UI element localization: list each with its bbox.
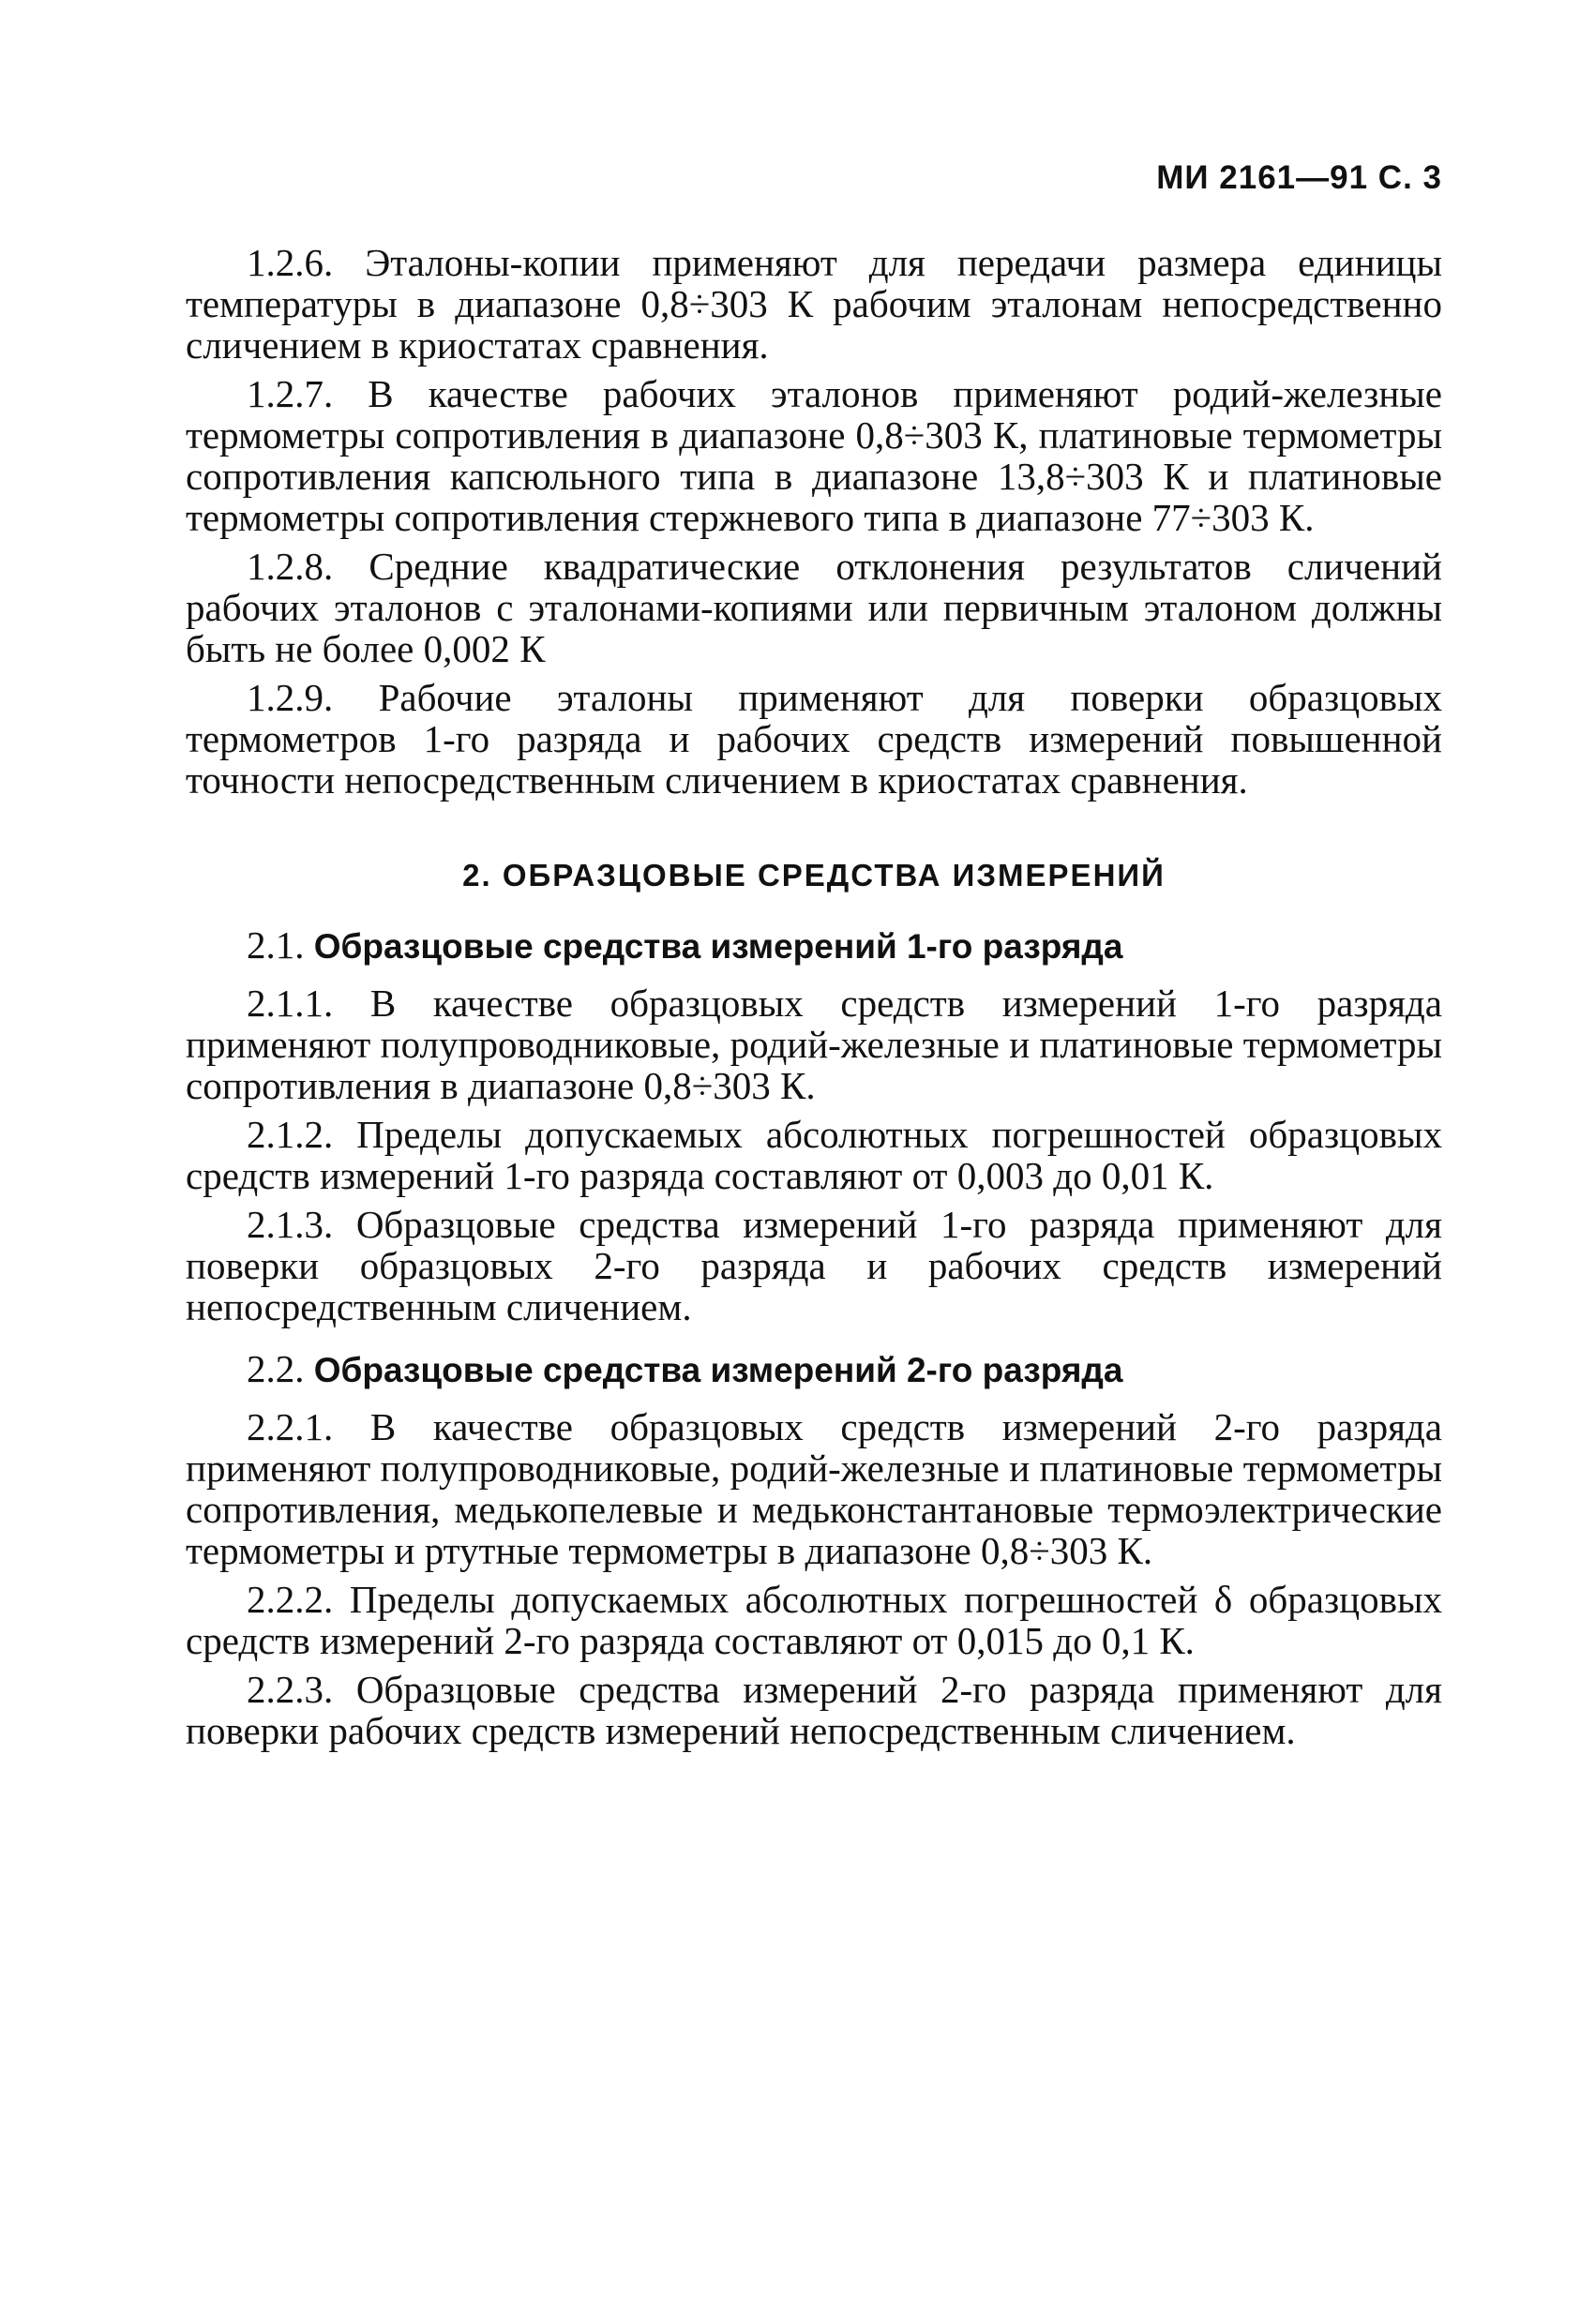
section-2-title: 2. ОБРАЗЦОВЫЕ СРЕДСТВА ИЗМЕРЕНИЙ: [462, 858, 1166, 892]
paragraph-2-2-1: 2.2.1. В качестве образцовых средств измерений 2-го разряда применяют полупроводниковые, родий-железные и платиновые термометры сопротивления, медькопелевые и медьконстантановые термоэлектрические термометры и ртутные термометры в диапазоне 0,8÷303 К.: [186, 1405, 1442, 1572]
paragraph-2-2-2: 2.2.2. Пределы допускаемых абсолютных погрешностей δ образцовых средств измерений 2-го разряда составляют от 0,015 до 0,1 К.: [186, 1578, 1442, 1662]
paragraph-2-2-3: 2.2.3. Образцовые средства измерений 2-го разряда применяют для поверки рабочих средств измерений непосредственным сличением.: [186, 1668, 1442, 1752]
paragraph-2-1-3: 2.1.3. Образцовые средства измерений 1-го разряда применяют для поверки образцовых 2-го разряда и рабочих средств измерений непосредственным сличением.: [186, 1203, 1442, 1328]
subsection-2-1-heading: [186, 924, 1442, 967]
paragraph-1-2-8: 1.2.8. Средние квадратические отклонения результатов сличений рабочих эталонов с эталонами-копиями или первичным эталоном должны быть не более 0,002 К: [186, 545, 1442, 670]
paragraph-1-2-6: 1.2.6. Эталоны-копии применяют для передачи размера единицы температуры в диапазоне 0,8÷303 К рабочим эталонам непосредственно сличением в криостатах сравнения.: [186, 241, 1442, 367]
document-body: [186, 242, 1442, 1759]
subsection-2-2-number: 2.2.: [247, 1347, 305, 1390]
subsection-2-2-title: Образцовые средства измерений 2-го разряда: [313, 1351, 1123, 1389]
paragraph-2-1-2: 2.1.2. Пределы допускаемых абсолютных погрешностей образцовых средств измерений 1-го разряда составляют от 0,003 до 0,01 К.: [186, 1113, 1442, 1197]
subsection-2-2-heading: [186, 1348, 1442, 1391]
paragraph-1-2-9: 1.2.9. Рабочие эталоны применяют для поверки образцовых термометров 1-го разряда и рабочих средств измерений повышенной точности непосредственным сличением в криостатах сравнения.: [186, 676, 1442, 802]
subsection-2-1-number: 2.1.: [247, 923, 305, 967]
paragraph-1-2-7: 1.2.7. В качестве рабочих эталонов применяют родий-железные термометры сопротивления в диапазоне 0,8÷303 К, платиновые термометры сопротивления капсюльного типа в диапазоне 13,8÷303 К и платиновые термометры сопротивления стержневого типа в диапазоне 77÷303 К.: [186, 372, 1442, 539]
paragraph-2-1-1: 2.1.1. В качестве образцовых средств измерений 1-го разряда применяют полупроводниковые, родий-железные и платиновые термометры сопротивления в диапазоне 0,8÷303 К.: [186, 982, 1442, 1107]
page-header: МИ 2161—91 С. 3: [1156, 159, 1442, 196]
subsection-2-1-title: Образцовые средства измерений 1-го разряда: [313, 927, 1123, 966]
